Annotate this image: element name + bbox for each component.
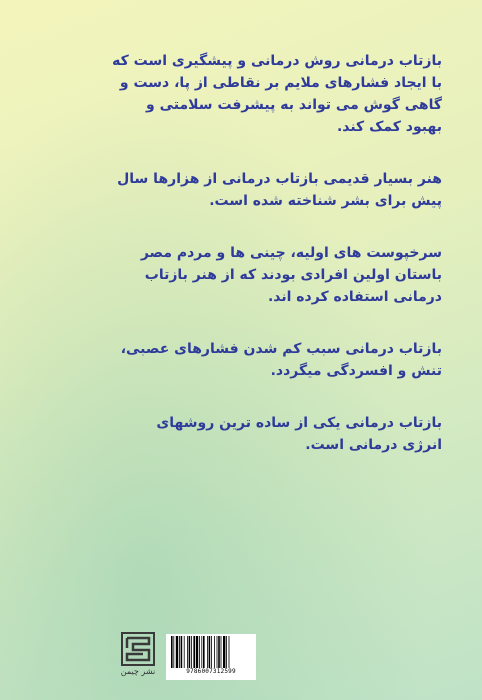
- blurb-paragraph-5: بازتاب درمانی یکی از ساده ترین روشهای انرژی درمانی است.: [156, 415, 442, 453]
- blurb-text: [112, 50, 442, 486]
- publisher-name: نشر چیمن: [120, 667, 156, 676]
- blurb-paragraph-4: بازتاب درمانی سبب کم شدن فشارهای عصبی، تنش و افسردگی میگردد.: [120, 341, 442, 379]
- isbn-barcode: [166, 634, 256, 680]
- publisher-logo: [118, 632, 158, 677]
- isbn-digits: 9786007312599: [186, 668, 236, 675]
- barcode-icon: [169, 636, 253, 668]
- blurb-paragraph-2: هنر بسیار قدیمی بازتاب درمانی از هزارها سال پیش برای بشر شناخته شده است.: [117, 171, 442, 209]
- publisher-logo-icon: [121, 632, 155, 666]
- blurb-paragraph-1: بازتاب درمانی روش درمانی و پیشگیری است که با ایجاد فشارهای ملایم بر نقاطی از پا، دست و گاهی گوش می تواند به پیشرفت سلامتی و بهبود کمک کند.: [112, 53, 442, 135]
- blurb-paragraph-3: سرخپوست های اولیه، چینی ها و مردم مصر باستان اولین افرادی بودند که از هنر بازتاب درمانی استفاده کرده اند.: [140, 245, 442, 305]
